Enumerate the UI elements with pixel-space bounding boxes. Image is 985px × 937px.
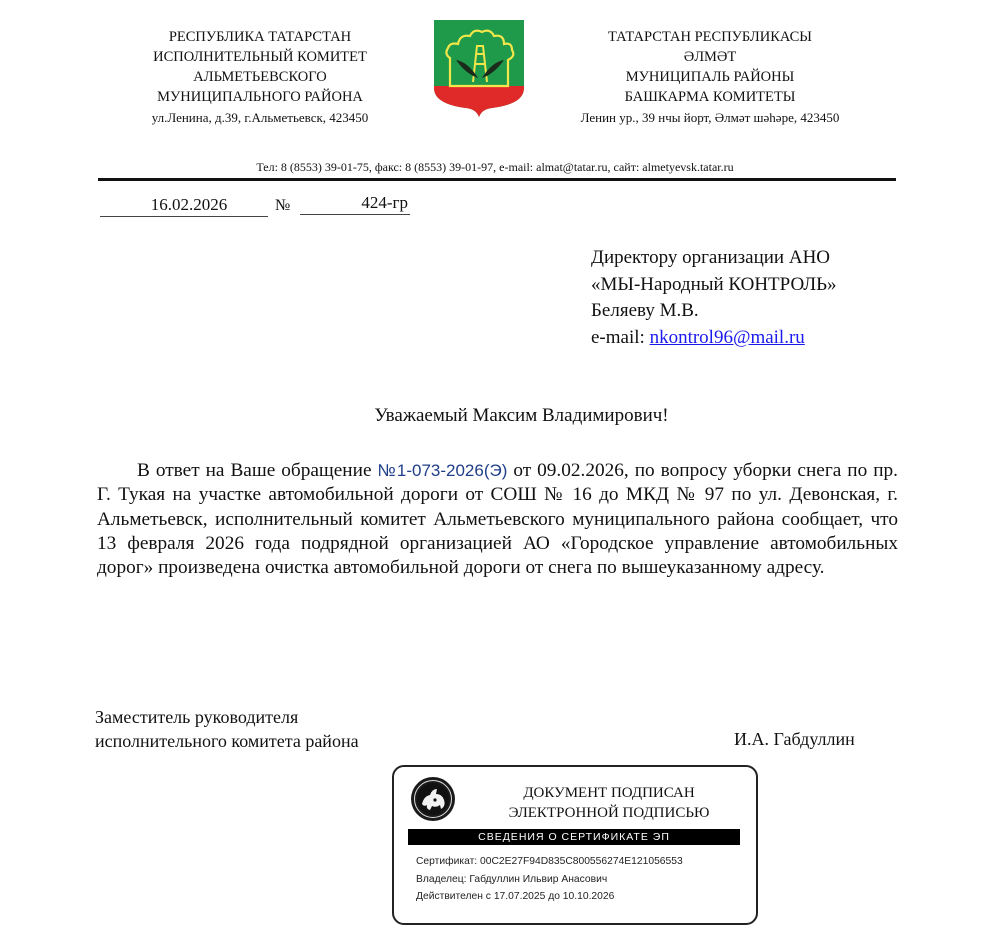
signatory-position — [95, 705, 359, 753]
certificate-info — [416, 853, 683, 906]
request-reference: №1-073-2026(Э) — [377, 461, 508, 480]
letterhead-left-line: РЕСПУБЛИКА ТАТАРСТАН — [168, 29, 352, 45]
contacts-line: Тел: 8 (8553) 39-01-75, факс: 8 (8553) 39-01-97, e-mail: almat@tatar.ru, сайт: almetyevsk.tatar.ru — [256, 160, 734, 174]
electronic-signature-stamp — [392, 765, 758, 925]
email-link[interactable]: nkontrol96@mail.ru — [649, 326, 805, 348]
certificate-info-header: СВЕДЕНИЯ О СЕРТИФИКАТЕ ЭП — [408, 829, 740, 845]
letterhead-right-line: МУНИЦИПАЛЬ РАЙОНЫ — [625, 69, 795, 85]
signatory-name: И.А. Габдуллин — [734, 729, 855, 749]
addressee-line: Директору организации АНО — [591, 247, 831, 268]
letterhead-left-address: ул.Ленина, д.39, г.Альметьевск, 423450 — [151, 110, 369, 125]
letterhead-right — [550, 27, 870, 129]
certificate-validity: Действителен с 17.07.2025 до 10.10.2026 — [416, 891, 615, 902]
letterhead-divider — [98, 178, 896, 181]
certificate-owner: Владелец: Габдуллин Ильвир Анасович — [416, 873, 608, 885]
registration-date: 16.02.2026 — [100, 194, 268, 217]
stamp-title-line: ДОКУМЕНТ ПОДПИСАН — [523, 785, 695, 801]
tatarstan-seal-icon — [410, 776, 456, 822]
letterhead-right-line: ТАТАРСТАН РЕСПУБЛИКАСЫ — [608, 29, 812, 45]
position-line: исполнительного комитета района — [95, 731, 359, 751]
letterhead-left-line: МУНИЦИПАЛЬНОГО РАЙОНА — [157, 89, 363, 105]
stamp-title — [474, 783, 744, 823]
addressee-block — [591, 245, 837, 351]
position-line: Заместитель руководителя — [95, 707, 299, 727]
coat-of-arms-icon — [432, 18, 526, 118]
body-main: от 09.02.2026, по вопросу уборки снега по пр. Г. Тукая на участке автомобильной дороги от СОШ № 16 до МКД № 97 по ул. Девонская, г. Альметьевск, исполнительный комитет Альметьевского муниципального района сообщает, что 13 февраля 2026 года подрядной организацией АО «Городское управление автомобильных дорог» произведена очистка автомобильной дороги от снега по вышеуказанному адресу. — [97, 460, 898, 579]
letterhead-right-address: Ленин ур., 39 нчы йорт, Әлмәт шәһәре, 423450 — [580, 110, 840, 125]
letterhead-left-line: ИСПОЛНИТЕЛЬНЫЙ КОМИТЕТ — [153, 49, 367, 65]
email-label: e-mail: — [591, 326, 650, 348]
letterhead-left — [100, 27, 420, 129]
certificate-number: Сертификат: 00C2E27F94D835C800556274E121056553 — [416, 856, 683, 867]
addressee-line: Беляеву М.В. — [591, 300, 699, 321]
body-intro: В ответ на Ваше обращение — [137, 460, 378, 481]
addressee-email-row — [591, 325, 837, 352]
registration-number: 424-гр — [300, 192, 410, 215]
stamp-title-line: ЭЛЕКТРОННОЙ ПОДПИСЬЮ — [508, 805, 710, 821]
letterhead-right-line: ӘЛМӘТ — [683, 49, 737, 65]
letterhead-right-line: БАШКАРМА КОМИТЕТЫ — [624, 89, 796, 105]
letter-body — [97, 459, 898, 580]
registration-number-sign: № — [275, 197, 291, 214]
addressee-line: «МЫ-Народный КОНТРОЛЬ» — [591, 273, 837, 295]
greeting: Уважаемый Максим Владимирович! — [374, 405, 669, 426]
letterhead-left-line: АЛЬМЕТЬЕВСКОГО — [193, 69, 327, 85]
